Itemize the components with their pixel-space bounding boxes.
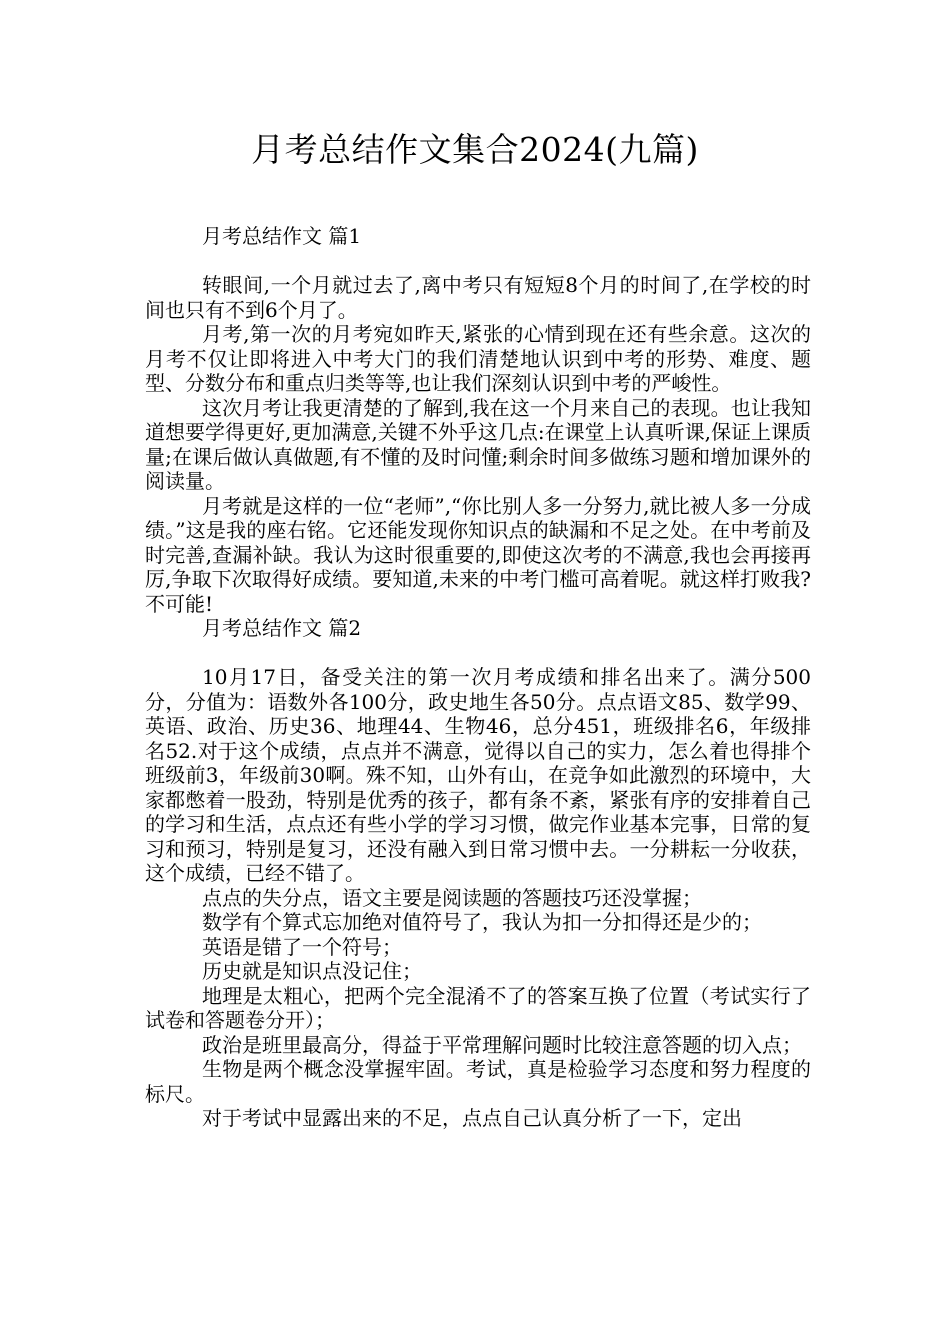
paragraph: 10月17日，备受关注的第一次月考成绩和排名出来了。满分500分，分值为：语数外各100分，政史地生各50分。点点语文85、数学99、英语、政治、历史36、地理44、生物46，总分451，班级排名6，年级排名52.对于这个成绩，点点并不满意，觉得以自己的实力，怎么着也得排个班级前3，年级前30啊。殊不知，山外有山，在竞争如此激烈的环境中，大家都憋着一股劲，特别是优秀的孩子，都有条不紊，紧张有序的安排着自己的学习和生活，点点还有些小学的学习习惯，做完作业基本完事，日常的复习和预习，特别是复习，还没有融入到日常习惯中去。一分耕耘一分收获，这个成绩，已经不错了。 [145, 665, 811, 885]
paragraph: 生物是两个概念没掌握牢固。考试，真是检验学习态度和努力程度的标尺。 [145, 1057, 811, 1106]
paragraph: 这次月考让我更清楚的了解到,我在这一个月来自己的表现。也让我知道想要学得更好,更加满意,关键不外乎这几点:在课堂上认真听课,保证上课质量;在课后做认真做题,有不懂的及时问懂;剩余时间多做练习题和增加课外的阅读量。 [145, 395, 811, 493]
paragraph: 历史就是知识点没记住； [202, 959, 422, 983]
paragraph: 英语是错了一个符号； [202, 934, 402, 959]
document-title: 月考总结作文集合2024(九篇) [251, 130, 699, 169]
section-heading: 月考总结作文 篇2 [202, 616, 362, 640]
paragraph: 月考,第一次的月考宛如昨天,紧张的心情到现在还有些余意。这次的月考不仅让即将进入中考大门的我们清楚地认识到中考的形势、难度、题型、分数分布和重点归类等等,也让我们深刻认识到中考的严峻性。 [145, 322, 811, 395]
paragraph: 对于考试中显露出来的不足，点点自己认真分析了一下，定出 [202, 1106, 742, 1130]
paragraph: 政治是班里最高分，得益于平常理解问题时比较注意答题的切入点； [202, 1032, 802, 1057]
section-heading: 月考总结作文 篇1 [202, 224, 362, 248]
paragraph: 点点的失分点，语文主要是阅读题的答题技巧还没掌握； [202, 885, 702, 910]
paragraph: 数学有个算式忘加绝对值符号了，我认为扣一分扣得还是少的； [202, 910, 762, 934]
paragraph: 地理是太粗心，把两个完全混淆不了的答案互换了位置（考试实行了试卷和答题卷分开）； [145, 983, 811, 1032]
paragraph: 转眼间,一个月就过去了,离中考只有短短8个月的时间了,在学校的时间也只有不到6个月了。 [145, 273, 811, 322]
paragraph: 月考就是这样的一位“老师”,“你比别人多一分努力,就比被人多一分成绩。”这是我的座右铭。它还能发现你知识点的缺漏和不足之处。在中考前及时完善,查漏补缺。我认为这时很重要的,即使这次考的不满意,我也会再接再厉,争取下次取得好成绩。要知道,未来的中考门槛可高着呢。就这样打败我?不可能! [145, 493, 811, 616]
document-body [145, 224, 811, 1131]
